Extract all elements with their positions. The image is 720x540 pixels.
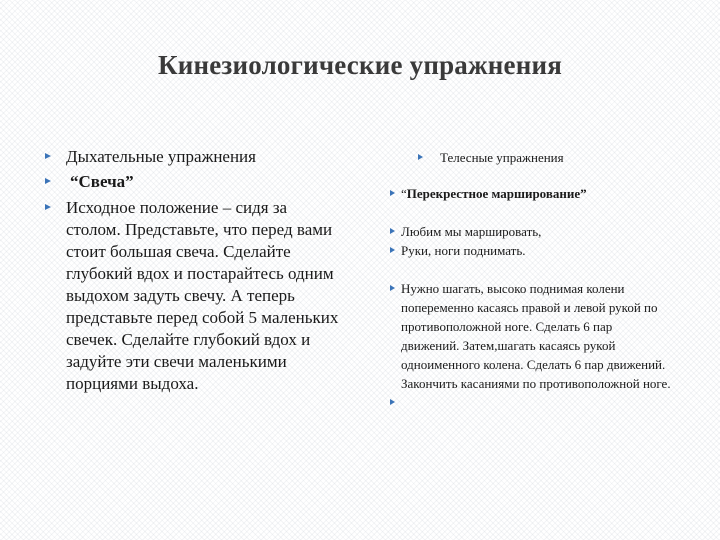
right-exercise-item (390, 184, 690, 203)
right-rhyme-line-2: Руки, ноги поднимать. (401, 243, 526, 258)
bullet-arrow-icon (390, 247, 395, 253)
bullet-arrow-icon (45, 178, 51, 184)
right-exercise-name: Перекрестное маршированиe” (406, 186, 587, 201)
bullet-arrow-icon (390, 399, 395, 405)
bullet-arrow-icon (390, 190, 395, 196)
bullet-arrow-icon (390, 285, 395, 291)
right-exercise-quote: “ (401, 186, 407, 201)
right-rhyme-line-1-item (390, 222, 690, 241)
slide-title: Кинезиологические упражнения (157, 50, 563, 80)
left-heading: Дыхательные упражнения (66, 147, 256, 166)
left-exercise-name: “Свеча” (70, 172, 134, 191)
right-column (390, 148, 690, 412)
bullet-arrow-icon (45, 153, 51, 159)
bullet-arrow-icon (45, 204, 51, 210)
bullet-arrow-icon (390, 228, 395, 234)
left-heading-item (44, 146, 344, 168)
right-instructions: Нужно шагать, высоко поднимая колени попеременно касаясь правой и левой рукой по противоположной ноге. Сделать 6 пар движений. Затем,шагать касаясь рукой одноименного колена. Сделать 6 пар движений. Закончить касаниями по противоположной ноге. (401, 281, 671, 391)
left-instructions: Исходное положение – сидя за столом. Представьте, что перед вами стоит большая свеча. Сделайте глубокий вдох и постарайтесь одним выдохом задуть свечу. А теперь представьте перед собой 5 маленьких свечек. Сделайте глубокий вдох и задуйте эти свечи маленькими порциями выдоха. (66, 198, 339, 393)
right-rhyme-line-2-item (390, 241, 690, 260)
left-instructions-item (44, 197, 344, 395)
right-empty-item (390, 393, 690, 412)
left-exercise-item (44, 171, 344, 193)
bullet-arrow-icon (418, 154, 423, 160)
right-instructions-item (390, 279, 673, 393)
right-heading: Телесные упражнения (440, 150, 564, 165)
left-column (44, 146, 344, 395)
right-rhyme-line-1: Любим мы маршировать, (401, 224, 542, 239)
right-heading-item (390, 148, 690, 167)
